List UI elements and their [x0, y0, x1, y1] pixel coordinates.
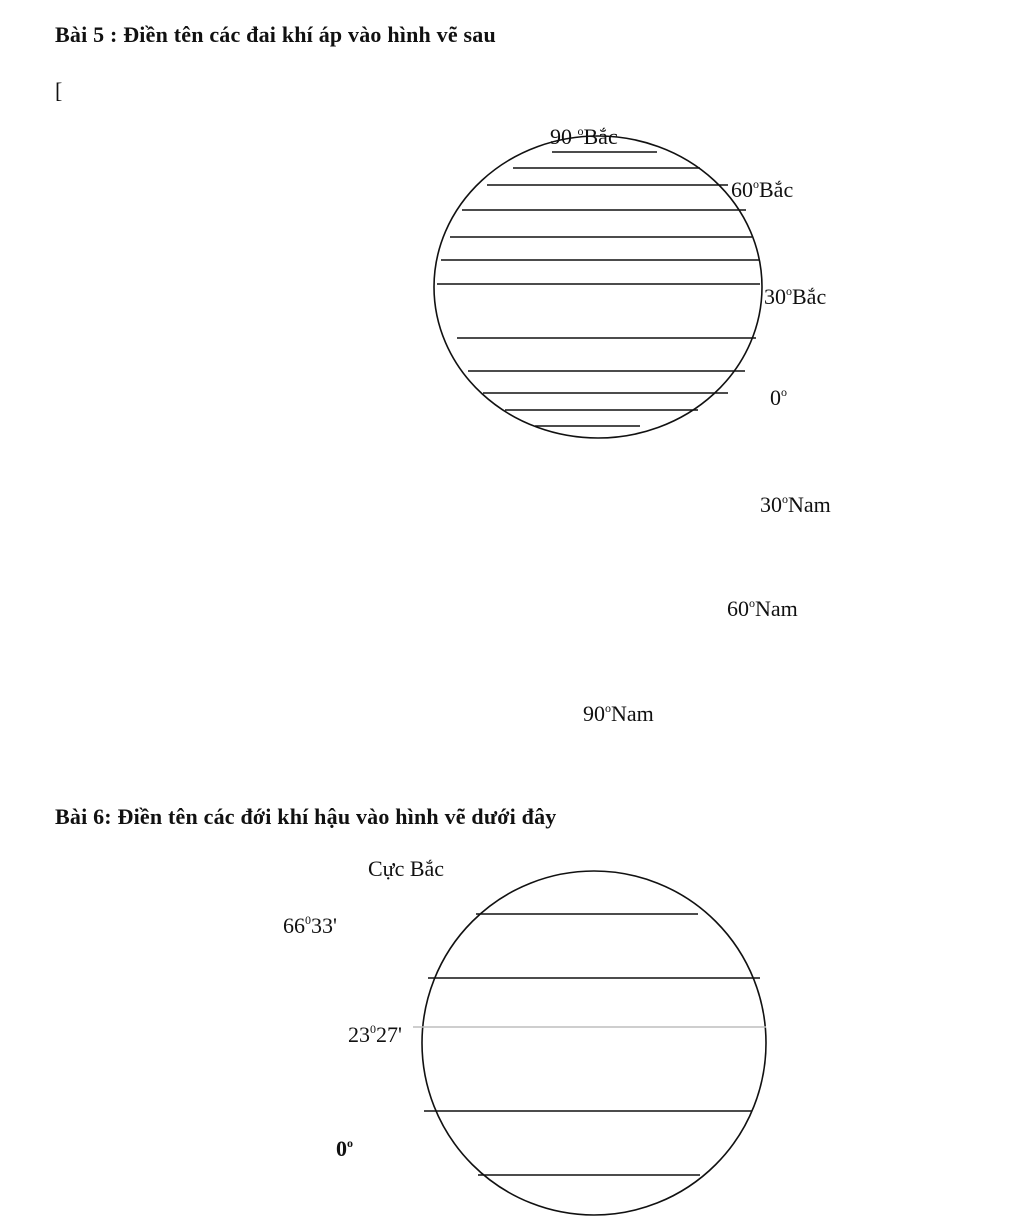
- lat-label-60-south: 60$^o$Nam: [727, 596, 798, 621]
- stray-bracket: [: [55, 78, 63, 103]
- exercise-6-title: Bài 6: Điền tên các đới khí hậu vào hình vẽ dưới đây: [55, 804, 557, 829]
- lat-label-90-north: 90 $^o$Bắc: [550, 124, 618, 149]
- lat-label-30-north: 30$^o$Bắc: [764, 284, 827, 309]
- globe-outline-6: [422, 871, 766, 1215]
- arctic-circle-label: $66^033'$: [283, 913, 337, 938]
- lat-label-90-south: 90$^o$Nam: [583, 701, 654, 726]
- climate-lines-6: [424, 914, 760, 1175]
- north-pole-label: Cực Bắc: [368, 856, 445, 881]
- lat-label-30-south: 30$^o$Nam: [760, 492, 831, 517]
- lat-label-60-north: 60$^o$Bắc: [731, 177, 794, 202]
- equator-label: 0$^o$: [336, 1136, 353, 1161]
- tropic-label: $23^027'$: [348, 1022, 402, 1047]
- exercise-5-title: Bài 5 : Điền tên các đai khí áp vào hình vẽ sau: [55, 22, 496, 47]
- lat-label-equator: 0$^o$: [770, 385, 787, 410]
